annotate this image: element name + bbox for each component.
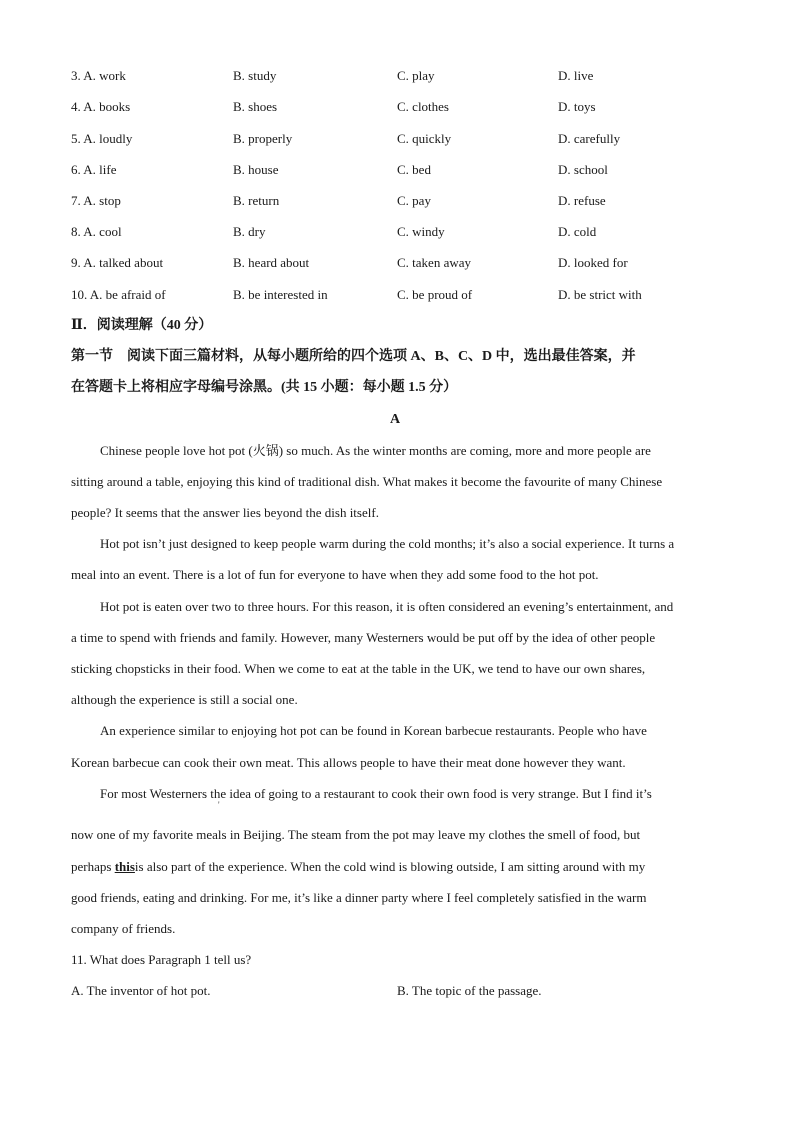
passage-line: meal into an event. There is a lot of fun for everyone to have when they add some food to the hot pot. <box>71 567 599 582</box>
question-11-option-a: A. The inventor of hot pot. <box>71 983 211 998</box>
option-a: 3. A. work <box>71 68 126 83</box>
section-title: Ⅱ．阅读理解（40 分） <box>71 318 213 333</box>
option-b: B. be interested in <box>233 287 328 302</box>
passage-line: company of friends. <box>71 921 176 936</box>
question-11-stem: 11. What does Paragraph 1 tell us? <box>71 952 252 967</box>
option-c: C. taken away <box>397 255 472 270</box>
option-c: C. clothes <box>397 99 449 114</box>
stray-comma-mark: ' <box>218 800 220 810</box>
option-b: B. house <box>233 162 279 177</box>
question-row-10 <box>0 285 794 305</box>
section-instruction-line1: 第一节 阅读下面三篇材料，从每小题所给的四个选项 A、B、C、D 中，选出最佳答案，并 <box>71 349 636 364</box>
passage-line: although the experience is still a social one. <box>71 692 298 707</box>
question-row-6 <box>0 160 794 180</box>
option-d: D. school <box>558 162 608 177</box>
option-a: 8. A. cool <box>71 224 122 239</box>
passage-label: A <box>390 412 401 427</box>
option-b: B. return <box>233 193 280 208</box>
option-d: D. cold <box>558 224 597 239</box>
passage-line: For most Westerners the idea of going to a restaurant to cook their own food is very strange. But I find it’s <box>100 786 652 801</box>
question-row-4 <box>0 97 794 117</box>
passage-line-with-underline: perhaps thisis also part of the experience. When the cold wind is blowing outside, I am sitting around with my <box>71 859 646 874</box>
option-c: C. be proud of <box>397 287 473 302</box>
passage-line: Hot pot is eaten over two to three hours. For this reason, it is often considered an evening’s entertainment, and <box>100 599 674 614</box>
option-d: D. live <box>558 68 594 83</box>
option-c: C. windy <box>397 224 445 239</box>
question-11-option-b: B. The topic of the passage. <box>397 983 542 998</box>
option-d: D. refuse <box>558 193 606 208</box>
passage-line: Chinese people love hot pot (火锅) so much. As the winter months are coming, more and more people are <box>100 443 651 458</box>
question-row-8 <box>0 222 794 242</box>
option-d: D. be strict with <box>558 287 642 302</box>
option-c: C. quickly <box>397 131 452 146</box>
option-d: D. looked for <box>558 255 628 270</box>
passage-line: now one of my favorite meals in Beijing. The steam from the pot may leave my clothes the smell of food, but <box>71 827 641 842</box>
underlined-word: this <box>114 859 135 874</box>
question-row-9 <box>0 253 794 273</box>
option-b: B. dry <box>233 224 266 239</box>
option-c: C. play <box>397 68 435 83</box>
option-a: 7. A. stop <box>71 193 121 208</box>
option-b: B. study <box>233 68 277 83</box>
passage-line: a time to spend with friends and family. However, many Westerners would be put off by the idea of other people <box>71 630 656 645</box>
passage-line: good friends, eating and drinking. For me, it’s like a dinner party where I feel completely satisfied in the warm <box>71 890 647 905</box>
option-b: B. shoes <box>233 99 278 114</box>
option-d: D. carefully <box>558 131 621 146</box>
passage-line: people? It seems that the answer lies beyond the dish itself. <box>71 505 379 520</box>
passage-line: sitting around a table, enjoying this kind of traditional dish. What makes it become the favourite of many Chinese <box>71 474 663 489</box>
option-c: C. bed <box>397 162 431 177</box>
question-row-5 <box>0 129 794 149</box>
question-row-7 <box>0 191 794 211</box>
passage-line: An experience similar to enjoying hot pot can be found in Korean barbecue restaurants. People who have <box>100 723 647 738</box>
passage-line: sticking chopsticks in their food. When we come to eat at the table in the UK, we tend to have our own shares, <box>71 661 646 676</box>
option-b: B. heard about <box>233 255 310 270</box>
option-a: 4. A. books <box>71 99 131 114</box>
section-instruction-line2: 在答题卡上将相应字母编号涂黑。(共 15 小题：每小题 1.5 分） <box>71 380 458 395</box>
question-row-3 <box>0 66 794 86</box>
passage-line: Hot pot isn’t just designed to keep people warm during the cold months; it’s also a social experience. It turns a <box>100 536 675 551</box>
option-a: 10. A. be afraid of <box>71 287 166 302</box>
option-a: 5. A. loudly <box>71 131 133 146</box>
option-d: D. toys <box>558 99 596 114</box>
passage-line: Korean barbecue can cook their own meat. This allows people to have their meat done however they want. <box>71 755 626 770</box>
option-b: B. properly <box>233 131 293 146</box>
option-a: 6. A. life <box>71 162 117 177</box>
option-c: C. pay <box>397 193 431 208</box>
option-a: 9. A. talked about <box>71 255 164 270</box>
